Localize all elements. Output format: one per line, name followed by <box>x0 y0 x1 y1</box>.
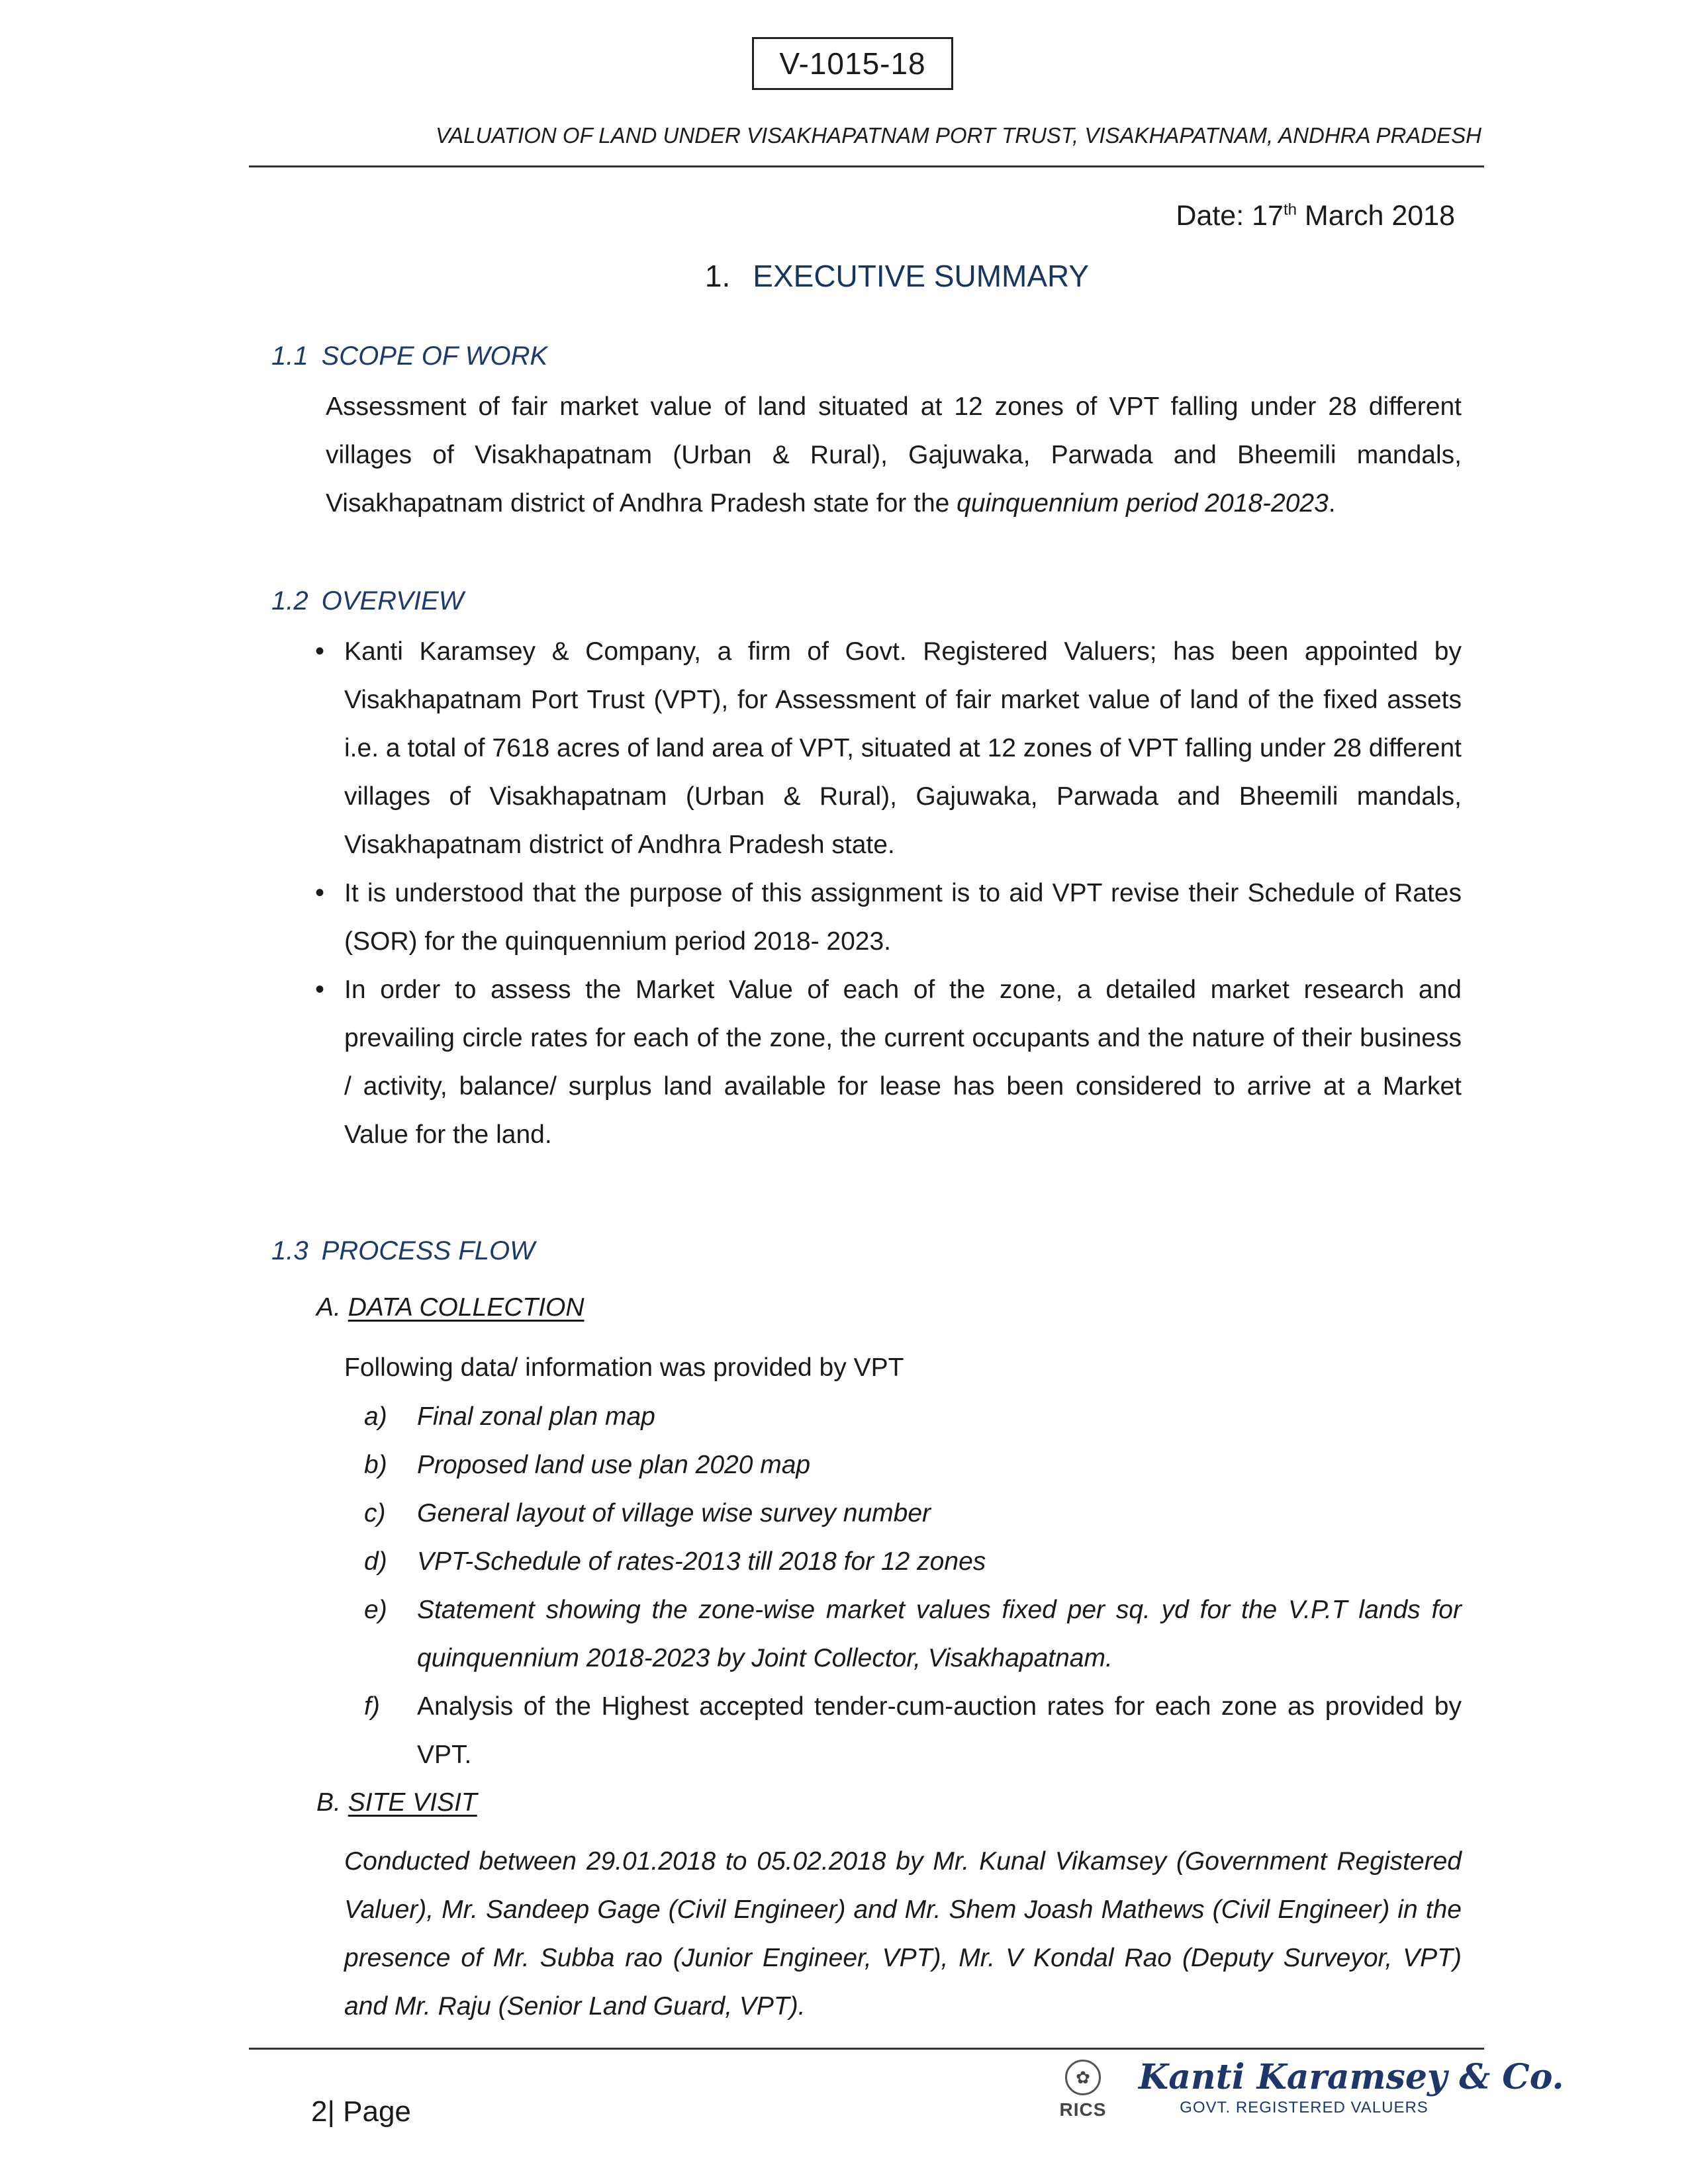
data-item: b) Proposed land use plan 2020 map <box>364 1451 811 1479</box>
section-number: 1. <box>704 259 731 293</box>
scope-heading: 1.1 SCOPE OF WORK <box>271 341 548 371</box>
data-item: c) General layout of village wise survey number <box>364 1499 931 1527</box>
data-item: d) VPT-Schedule of rates-2013 till 2018 for 12 zones <box>364 1547 986 1576</box>
data-collection-intro: Following data/ information was provided by VPT <box>344 1353 904 1382</box>
report-date: Date: 17th March 2018 <box>1176 200 1455 232</box>
section-title <box>0 258 1688 294</box>
section-heading: EXECUTIVE SUMMARY <box>753 259 1090 293</box>
data-item: a) Final zonal plan map <box>364 1402 655 1431</box>
overview-bullet-purpose: • It is understood that the purpose of this assignment is to aid VPT revise their Schedule of Rates (SOR) for the quinquennium period 2018- 2023. <box>307 869 1462 966</box>
running-header-title: VALUATION OF LAND UNDER VISAKHAPATNAM PORT TRUST, VISAKHAPATNAM, ANDHRA PRADESH <box>435 123 1481 148</box>
site-visit-paragraph: Conducted between 29.01.2018 to 05.02.2018 by Mr. Kunal Vikamsey (Government Registered Valuer), Mr. Sandeep Gage (Civil Engineer) and Mr. Shem Joash Mathews (Civil Engineer) in the presence of Mr. Subba rao (Junior Engineer, VPT), Mr. V Kondal Rao (Deputy Surveyor, VPT) and Mr. Raju (Senior Land Guard, VPT). <box>344 1847 1462 2021</box>
data-item: f) Analysis of the Highest accepted tender-cum-auction rates for each zone as provided by VPT. <box>364 1692 1462 1769</box>
page-number: 2| Page <box>311 2095 411 2128</box>
overview-bullet-methodology: • In order to assess the Market Value of each of the zone, a detailed market research and prevailing circle rates for each of the zone, the current occupants and the nature of their business / activity, balance/ surplus land available for lease has been considered to arrive at a Market Value for the land. <box>307 966 1462 1159</box>
data-collection-list <box>344 1392 1462 1779</box>
rics-logo: ✿ RICS <box>1051 2060 1115 2126</box>
document-reference-code: V-1015-18 <box>752 37 953 90</box>
rics-emblem-icon: ✿ <box>1065 2060 1101 2095</box>
overview-bullet-list <box>307 627 1462 1159</box>
header-divider <box>249 165 1484 167</box>
site-visit-heading: B. SITE VISIT <box>316 1788 477 1817</box>
process-flow-heading: 1.3 PROCESS FLOW <box>271 1236 535 1265</box>
overview-heading: 1.2 OVERVIEW <box>271 586 464 615</box>
overview-bullet-appointment: • Kanti Karamsey & Company, a firm of Govt. Registered Valuers; has been appointed by Visakhapatnam Port Trust (VPT), for Assessment of fair market value of land of the fixed assets i.e. a total of 7618 acres of land area of VPT, situated at 12 zones of VPT falling under 28 different villages of Visakhapatnam (Urban & Rural), Gajuwaka, Parwada and Bheemili mandals, Visakhapatnam district of Andhra Pradesh state. <box>307 627 1462 869</box>
scope-paragraph: Assessment of fair market value of land situated at 12 zones of VPT falling under 28 different villages of Visakhapatnam (Urban & Rural), Gajuwaka, Parwada and Bheemili mandals, Visakhapatnam district of Andhra Pradesh state for the quinquennium period 2018-2023. <box>326 392 1462 518</box>
footer-divider <box>249 2048 1484 2050</box>
data-collection-heading: A. DATA COLLECTION <box>316 1293 585 1322</box>
firm-logo: Kanti Karamsey & Co. GOVT. REGISTERED VALUERS <box>1139 2057 1564 2116</box>
data-item: e) Statement showing the zone-wise market values fixed per sq. yd for the V.P.T lands for quinquennium 2018-2023 by Joint Collector, Visakhapatnam. <box>364 1596 1462 1672</box>
